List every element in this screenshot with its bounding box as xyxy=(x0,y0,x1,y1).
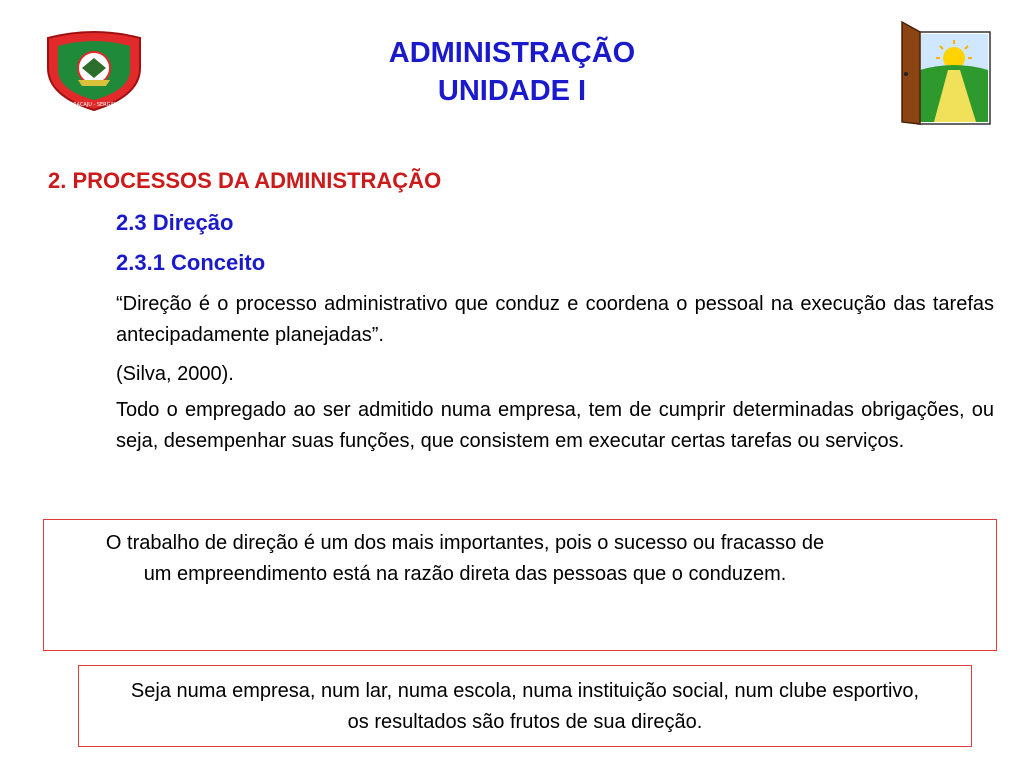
citation: (Silva, 2000). xyxy=(116,363,234,385)
body-paragraph: Todo o empregado ao ser admitido numa empresa, tem de cumprir determinadas obrigações, ou seja, desempenhar suas funções, que consistem em executar certas tarefas ou serviços. xyxy=(116,399,994,452)
svg-text:ARACAJU - SERGIPE: ARACAJU - SERGIPE xyxy=(69,102,119,108)
open-door-sunrise-path-icon xyxy=(896,18,992,128)
title-line-1: ADMINISTRAÇÃO xyxy=(388,37,636,69)
callout-text-importance: O trabalho de direção é um dos mais importantes, pois o sucesso ou fracasso de um empreendimento está na razão direta das pessoas que o conduzem. xyxy=(105,532,825,585)
callout-box-importance xyxy=(43,519,997,651)
callout-text-results: Seja numa empresa, num lar, numa escola, numa instituição social, num clube esportivo, os resultados são frutos de sua direção. xyxy=(130,680,920,733)
title-line-2: UNIDADE I xyxy=(437,75,587,107)
subheading-conceito: 2.3.1 Conceito xyxy=(116,250,266,275)
subheading-direcao: 2.3 Direção xyxy=(116,210,234,235)
section-heading: 2. PROCESSOS DA ADMINISTRAÇÃO xyxy=(48,168,442,193)
page-title xyxy=(262,34,762,110)
definition-quote: “Direção é o processo administrativo que conduz e coordena o pessoal na execução das tarefas antecipadamente planejadas”. xyxy=(116,293,994,346)
callout-box-results xyxy=(78,665,972,747)
school-crest-logo xyxy=(42,28,146,112)
